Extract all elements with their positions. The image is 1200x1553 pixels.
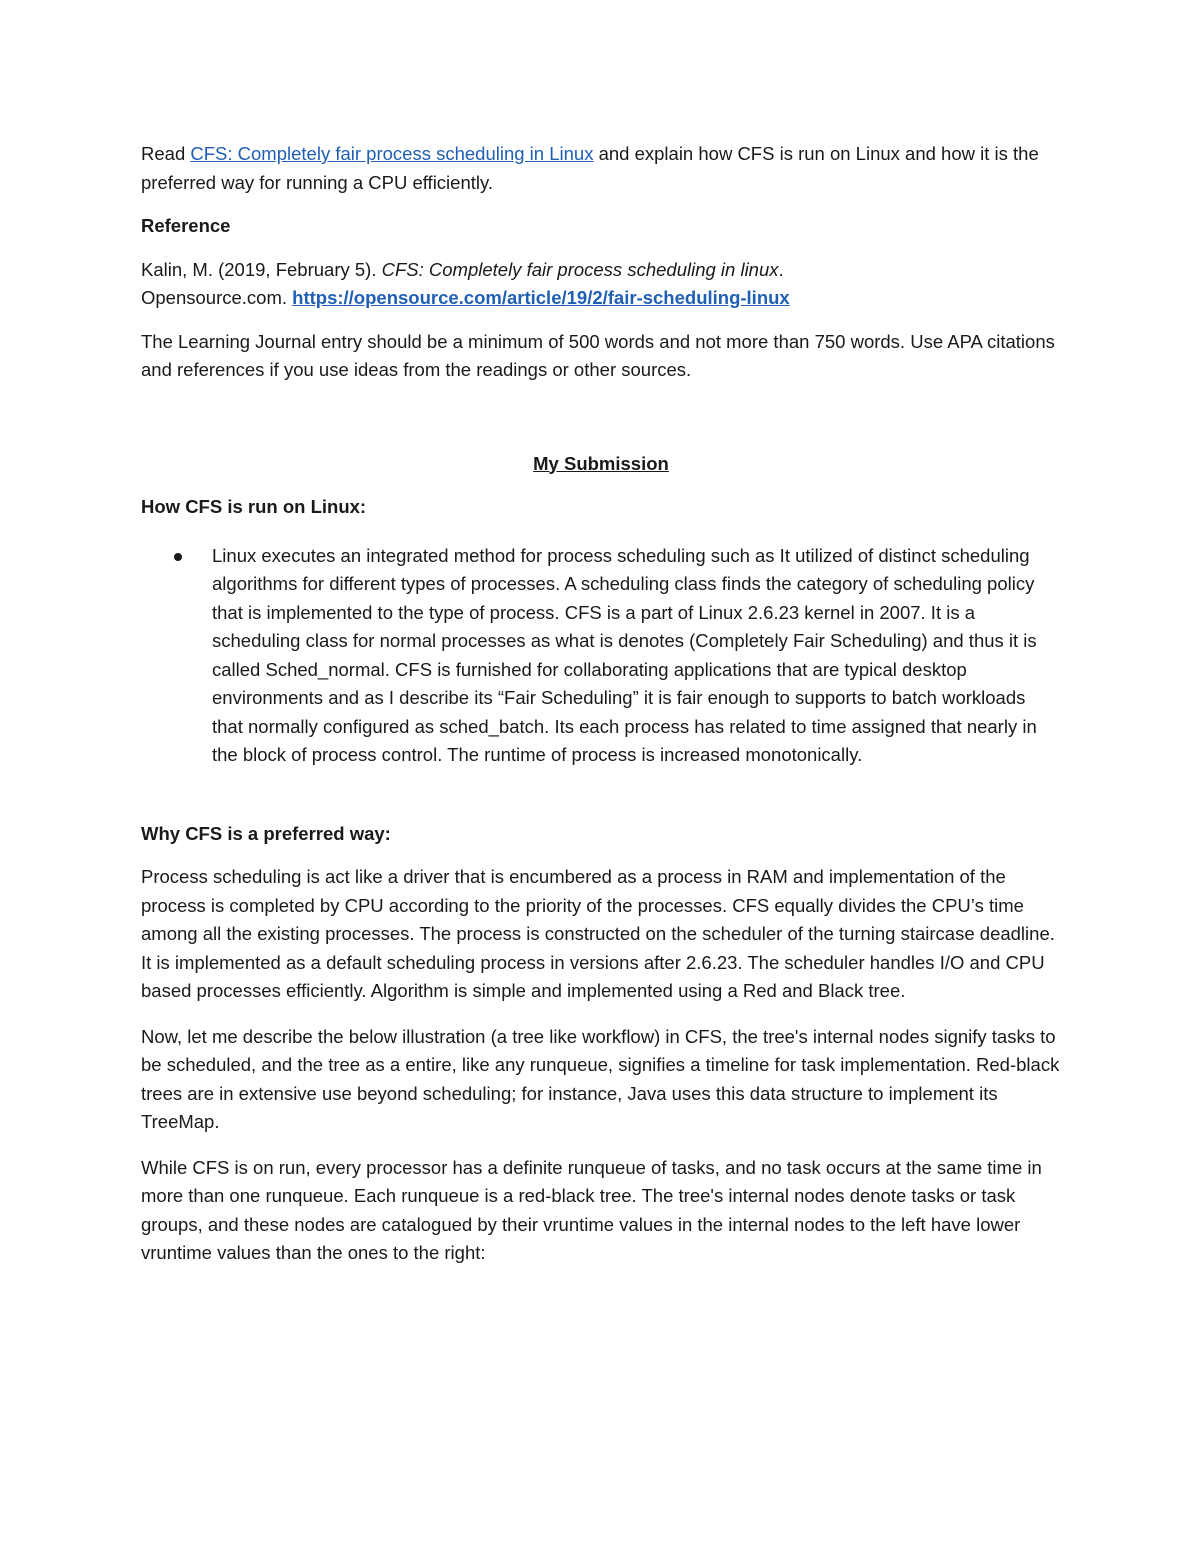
citation-title: CFS: Completely fair process scheduling in linux	[381, 258, 779, 280]
bullet-icon	[174, 553, 182, 561]
citation-prefix: Kalin, M. (2019, February 5).	[141, 258, 382, 280]
submission-title-wrap	[141, 450, 1061, 479]
body-paragraph: While CFS is on run, every processor has a definite runqueue of tasks, and no task occurs at the same time in more than one runqueue. Each runqueue is a red-black tree. The tree's internal nodes denote tasks or task groups, and these nodes are catalogued by their vruntime values in the internal nodes to the left have lower vruntime values than the ones to the right:	[141, 1156, 1042, 1263]
intro-paragraph	[141, 140, 1061, 197]
citation-publisher: Opensource.com.	[141, 287, 293, 308]
bullet-list	[141, 542, 1061, 770]
submission-title: My Submission	[533, 452, 669, 474]
why-heading: Why CFS is a preferred way:	[141, 822, 391, 844]
document-body	[141, 140, 1061, 1268]
article-link[interactable]: CFS: Completely fair process scheduling in Linux	[190, 143, 594, 164]
bullet-text: Linux executes an integrated method for process scheduling such as It utilized of distinct scheduling algorithms for different types of processes. A scheduling class finds the category of scheduling policy that is implemented to the type of process. CFS is a part of Linux 2.6.23 kernel in 2007. It is a scheduling class for normal processes as what is denotes (Completely Fair Scheduling) and thus it is called Sched_normal. CFS is furnished for collaborating applications that are typical desktop environments and as I describe its “Fair Scheduling” it is fair enough to supports to batch workloads that normally configured as sched_batch. Its each process has related to time assigned that nearly in the block of process control. The runtime of process is increased monotonically.	[212, 544, 1037, 765]
body-paragraph: Now, let me describe the below illustration (a tree like workflow) in CFS, the tree's internal nodes signify tasks to be scheduled, and the tree as a entire, like any runqueue, signifies a timeline for task implementation. Red-black trees are in extensive use beyond scheduling; for instance, Java uses this data structure to implement its TreeMap.	[141, 1025, 1060, 1132]
reference-heading: Reference	[141, 215, 231, 236]
body-paragraph: Process scheduling is act like a driver that is encumbered as a process in RAM and implementation of the process is completed by CPU according to the priority of the processes. CFS equally divides the CPU’s time among all the existing processes. The process is constructed on the scheduler of the turning staircase deadline. It is implemented as a default scheduling process in versions after 2.6.23. The scheduler handles I/O and CPU based processes efficiently. Algorithm is simple and implemented using a Red and Black tree.	[141, 866, 1055, 1001]
list-item	[141, 542, 1061, 770]
intro-rest: and explain how CFS is run on Linux and how it is the preferred way for running a CPU efficiently.	[141, 143, 1039, 193]
intro-read-prefix: Read	[141, 143, 191, 164]
instructions-paragraph: The Learning Journal entry should be a minimum of 500 words and not more than 750 words. Use APA citations and references if you use ideas from the readings or other sources.	[141, 330, 1055, 380]
how-heading: How CFS is run on Linux:	[141, 496, 367, 517]
citation-period: .	[778, 258, 784, 280]
reference-url-link[interactable]: https://opensource.com/article/19/2/fair-scheduling-linux	[292, 287, 790, 308]
reference-citation	[141, 256, 1061, 313]
